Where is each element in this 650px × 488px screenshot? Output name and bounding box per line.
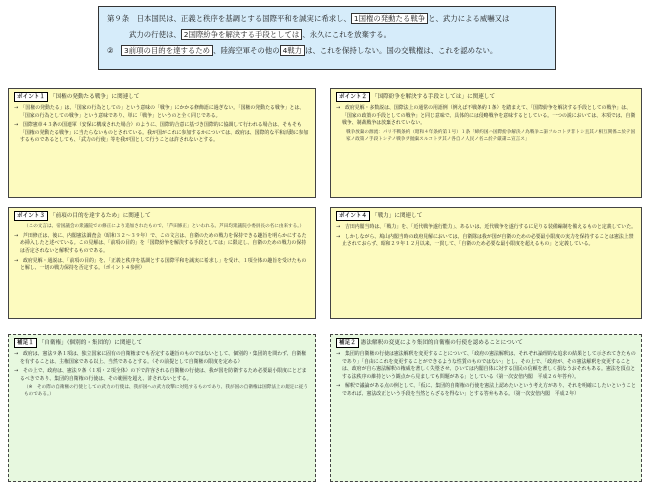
point-1-tag: ポイント１ (14, 92, 48, 102)
article-line-3: ② 3前項の目的を達するため 、陸海空軍その他の 4戦力 は、これを保持しない。国の交戦権は、これを認めない。 (107, 46, 498, 55)
point-3-para: → 政府見解・通説は、「前項の目的」を、「正義と秩序を基調とする国際平和を誠実に希求し」を受け、１項全体の趣旨を受けたものと解し、一切の戦力保持を否定する。（ポイント４参照） (14, 257, 307, 272)
point-1-box (8, 88, 316, 198)
supplement-2-para: → 集団的自衛権の行使は憲法解釈を変更することについて、「政府の憲法解釈は、それぞれ論理的な追求の結果として示されてきたものであり」「自由にこれを変更することができるような性質のものではない」とし、その上で、「政府が、その憲法解釈を変更することは、政府が自ら憲法解釈の権威を著しく失墜させ、ひいては内閣自体に対する国民の信頼を著しく損なうおそれもある。憲法を頂点とする法秩序の維持という観点から見ましても問題がある」としている（第一次安倍内閣 平成２６年答弁）。 (336, 351, 636, 380)
point-1-para: → 国際憲章４３条の国連軍（安保に構成された場合）のように、国際的合意に基づき国際的に協調して行われる場合は、そもそも「国権の発動たる戦争」に当たらないものとされている。我が国がこれに参加するかについては、政府は、国際的な平和活動に参加するものであるとしても、「武力の行使」等を我が国として行うことは許されないとする。 (14, 122, 309, 144)
supplement-1-para: → その上で、政府は、憲法９条（１項・２項全体）の下で許容される自衛権の行使は、我が国を防衛するため必要最小限度にとどまるべきであり、集団的自衛権の行使は、その範囲を超え、許されないとする。 (14, 368, 307, 382)
supplement-1-box (8, 334, 316, 482)
point-2-tag: ポイント２ (336, 92, 370, 102)
highlight-3: 3前項の目的を達するため (121, 45, 213, 56)
supplement-1-para: → 政府は、憲法９条１項は、独立国家に固有の自衛権までも否定する趣旨のものではないとして、個別的・集団的を問わず、自衛権を有することは、主権国家である以上、当然であるとする。（その前提として自衛権の限度を定める） (14, 351, 307, 365)
supplement-1-tag: 補足１ (14, 338, 37, 348)
point-3-title: 「前項の目的を達するため」に関連して (49, 213, 151, 219)
highlight-2: 2国際紛争を解決する手段としては (181, 29, 303, 40)
point-2-title: 「国際紛争を解決する手段としては」に関連して (371, 94, 496, 100)
supplement-1-note: （※ その際の自衛権の行使としての武力の行使は、我が国への武力攻撃に対処するものであり、我が国の自衛権は国際法上の規定に従うものである。） (24, 385, 309, 398)
point-3-box (8, 207, 316, 319)
supplement-2-para: → 解釈で議論がある点の例として、「仮に、集団的自衛権の行使を憲法上認めたいという考え方があり、それを明確にしたいということであれば、憲法改正という手段を当然とらざるを得ない」とする答弁もある。（第一次安倍内閣 平成２年） (336, 383, 636, 397)
point-2-note: 戦争放棄の源流：パリ不戦条約（昭和４年条約第１号）１条「締約国ハ国際紛争解決ノ為戦争ニ訴フルコトヲ非トシ且其ノ相互関係ニ於テ国家ノ政策ノ手段トシテノ戦争ヲ抛棄スルコトヲ其ノ各自ノ人民ノ名ニ於テ厳粛ニ宣言ス」 (346, 129, 636, 142)
highlight-4: 4戦力 (280, 45, 305, 56)
point-2-para: → 政府見解・多数説は、国際法上の通常の用語例（例えば不戦条約１条）を踏まえて、「国際紛争を解決する手段としての戦争」は、「国家の政策の手段としての戦争」と同じ意味で、具体的には侵略戦争を意味するとしている。一つの説においては、本項では、自衛戦争、制裁戦争は放棄されていない。 (336, 105, 636, 127)
point-3-note: （この文言は、帝国議会の衆議院での修正により追加されたもので、「芦田修正」といわれる。芦田均衆議院小委員長の名に由来する。） (24, 224, 305, 229)
point-4-box (330, 207, 642, 319)
point-1-title: 「国権の発動たる戦争」に関連して (49, 94, 140, 100)
supplement-2-box (330, 334, 642, 482)
point-4-title: 「戦力」に関連して (371, 213, 423, 219)
supplement-2-title: 憲法解釈の変更により集団的自衛権の行使を認めることについて (360, 340, 523, 346)
article-line-2: 武力の行使は、 2国際紛争を解決する手段としては 、永久にこれを放棄する。 (129, 30, 392, 39)
point-2-box (330, 88, 642, 198)
article-line-1: 第９条 日本国民は、正義と秩序を基調とする国際平和を誠実に希求し、 1国権の発動たる戦争 と、武力による威嚇又は (107, 14, 510, 23)
supplement-2-tag: 補足２ (336, 338, 359, 348)
point-4-para: → しかしながら、鳩山内閣当時の政府見解においては、自衛隊は我が国が自衛のための必要最小限度の実力を保持することは憲法上禁止されておらず、昭和２９年１２月以来、一貫して、「自衛のため必要な最小限度を超えるもの」と定義している。 (336, 233, 634, 248)
point-3-tag: ポイント３ (14, 211, 48, 221)
point-3-para: → 芦田修正は、後に、内閣憲法調査会（昭和３２～３９年）で、この文言は、自衛のための戦力を保持できる趣旨を明らかにするため挿入したと述べている。この見解は、「前項の目的」を「国際紛争を解決する手段としては」に限定し、自衛のための戦力の保持は否定されないと解釈するものである。 (14, 232, 307, 254)
supplement-1-title: 「自衛権」（個別的・集団的）に関連して (38, 340, 143, 346)
point-4-para: → 吉田内閣当時は、「戦力」を、「近代戦争遂行能力」、あるいは、近代戦争を遂行するに足りる装備編制を備えるものと定義していた。 (336, 224, 636, 230)
article-9-text (98, 6, 556, 70)
point-1-para: → 「国権の発動たる」は、「国家の行為としての」という意味の「戦争」にかかる修飾語に過ぎない。「国権の発動たる戦争」とは、「国家の行為としての戦争」という意味であり、単に「戦争」というのと全く同じである。 (14, 105, 305, 119)
highlight-1: 1国権の発動たる戦争 (351, 13, 428, 24)
point-4-tag: ポイント４ (336, 211, 370, 221)
